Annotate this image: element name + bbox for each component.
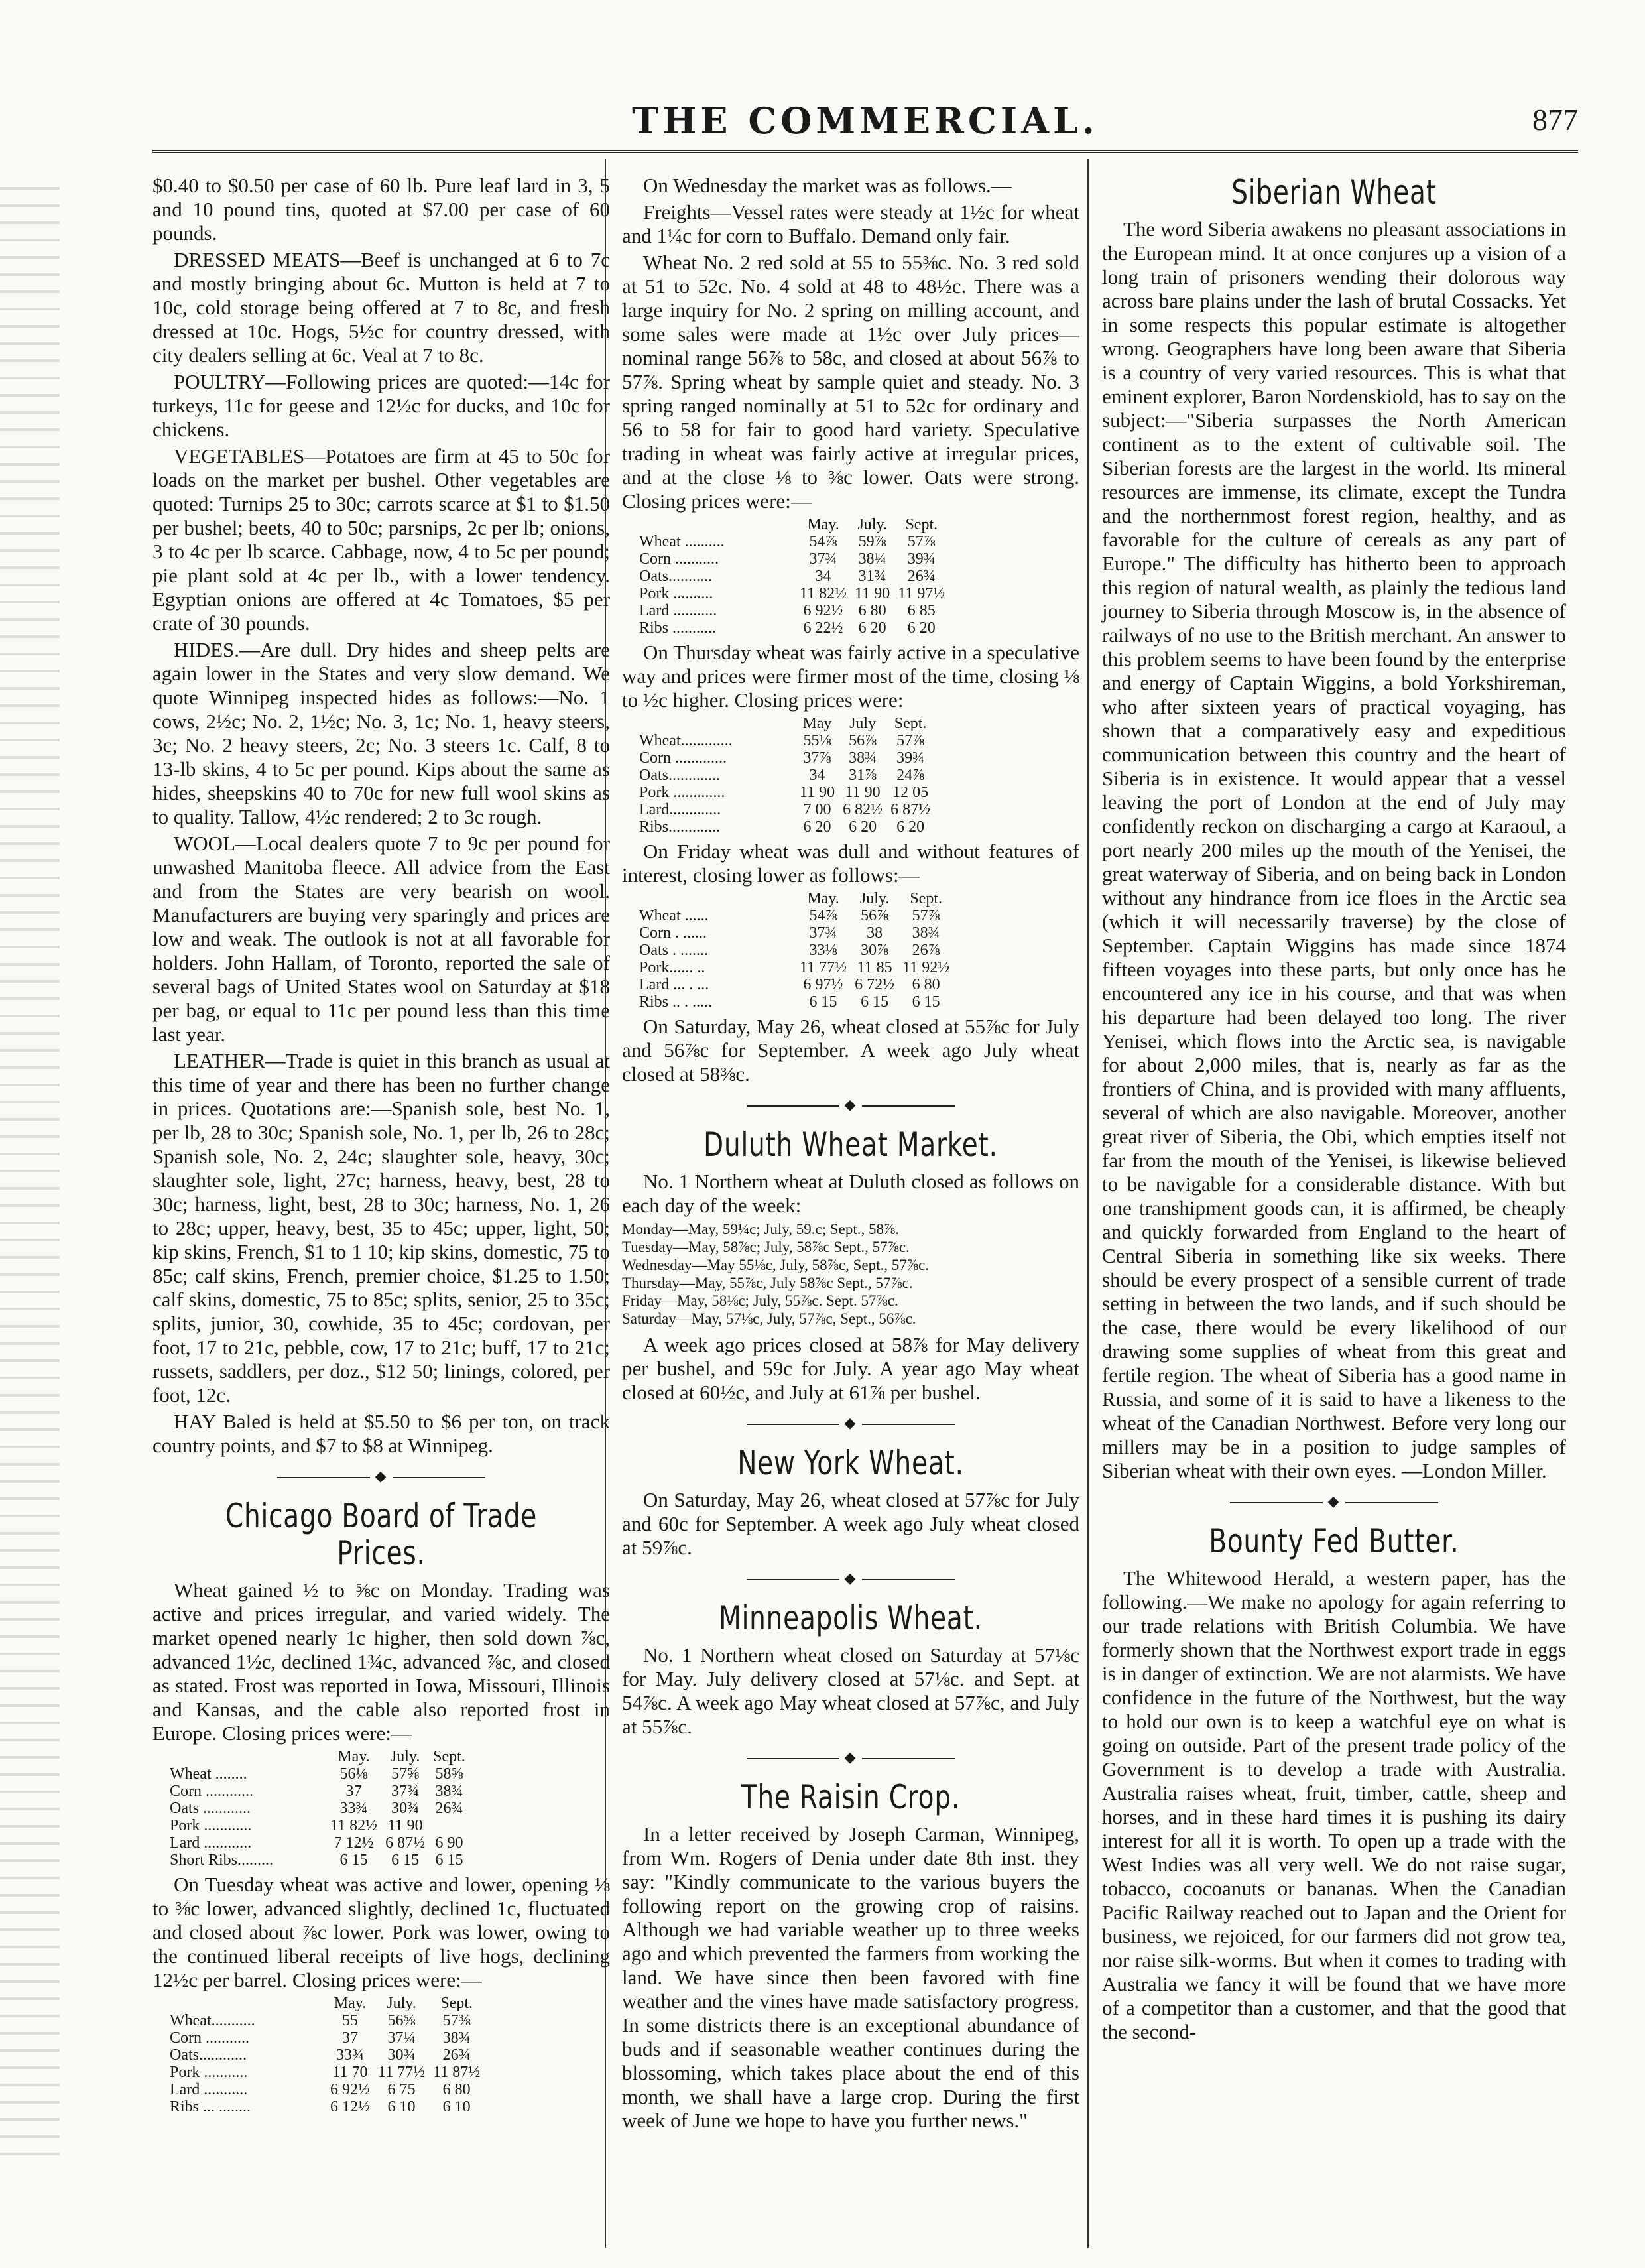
paragraph-thursday: On Thursday wheat was fairly active in a speculative way and prices were firmer most of the time, closing ⅛ to ½c higher. Closing prices were: bbox=[622, 641, 1079, 712]
list-item: Thursday—May, 55⅞c, July 58⅞c Sept., 57⅞c. bbox=[622, 1275, 913, 1291]
table-row: Wheat........... 55 56⅝ 57⅜ bbox=[170, 2012, 471, 2029]
separator: ◆ bbox=[622, 1411, 1079, 1435]
table-row: Lard ............ 7 12½ 6 87½ 6 90 bbox=[170, 1834, 463, 1852]
heading-chicago: Chicago Board of Trade Prices. bbox=[225, 1497, 538, 1572]
table-row: Oats............. 34 31⅞ 24⅞ bbox=[639, 767, 925, 784]
table-row: Ribs ... ........ 6 12½ 6 10 6 10 bbox=[170, 2098, 471, 2115]
table-row: Pork...... .. 11 77½ 11 85 11 92½ bbox=[639, 959, 950, 976]
newspaper-title: THE COMMERCIAL. bbox=[632, 99, 1099, 142]
scan-margin bbox=[0, 172, 60, 2162]
table-row: Oats........... 34 31¾ 26¾ bbox=[639, 568, 936, 585]
price-table-friday: May. July. Sept. Wheat ...... 54⅞ 56⅞ 57⅞ Corn . ...... 37¾ 38 38¾ Oats . ....... 33⅛ 30⅞ 26⅞ Pork...... .. 11 77½ 11 85 11 92½ Lard ... . ... 6 97½ 6 72½ 6 80 Ribs .. . ..... 6 15 6 15 6 15 bbox=[635, 890, 953, 1011]
paragraph-freights: Freights—Vessel rates were steady at 1½c for wheat and 1¼c for corn to Buffalo. Demand only fair. bbox=[622, 200, 1079, 247]
paragraph-monday: Wheat gained ½ to ⅝c on Monday. Trading was active and prices irregular, and varied widely. The market opened nearly 1c higher, then sold down ⅞c, advanced 1½c, declined 1¾c, advanced ⅞c, and closed as stated. Frost was reported in Iowa, Missouri, Illinois and Kansas, and the cable also reported frost in Europe. Closing prices were:— bbox=[152, 1578, 610, 1745]
paragraph-raisin: In a letter received by Joseph Carman, Winnipeg, from Wm. Rogers of Denia under date 8th inst. they say: "Kindly communicate to the various buyers the following report on the growing crop of raisins. Although we had variable weather up to three weeks ago and which prevented the farmers from working the land. We have since then been favored with fine weather and the vines have made satisfactory progress. In some districts there is an exceptional abundance of buds and if seasonable weather continues during the blossoming, which takes place about the end of this month, we shall have a large crop. During the first week of June we hope to have you further news." bbox=[622, 1822, 1079, 2132]
paragraph-hay: HAY Baled is held at $5.50 to $6 per ton, on track country points, and $7 to $8 at Winnipeg. bbox=[152, 1410, 610, 1457]
heading-siberian: Siberian Wheat bbox=[1231, 173, 1437, 212]
separator: ◆ bbox=[1102, 1489, 1566, 1513]
separator: ◆ bbox=[622, 1093, 1079, 1117]
table-row: Corn ........... 37¾ 38¼ 39¾ bbox=[639, 550, 936, 568]
page-number: 877 bbox=[1532, 103, 1578, 137]
paragraph-butter: The Whitewood Herald, a western paper, has the following.—We make no apology for again referring to our trade relations with British Columbia. We have formerly shown that the Northwest export trade in eggs is in danger of extinction. We are not alarmists. We have confidence in the future of the Northwest, but the way to hold our own is to keep a watchful eye on what is going on outside. Part of the present trade policy of the Government is to develop a trade with Australia. Australia raises wheat, fruit, timber, cattle, sheep and horses, and in these hard times it is pushing its dairy interest for all it is worth. To open up a trade with the West Indies was all very well. We do not raise sugar, tobacco, cocoanuts or bananas. When the Canadian Pacific Railway reached out to Japan and the Orient for business, we rejoiced, for our farmers did not grow tea, nor raise silk-worms. But when it comes to trading with Australia we fancy it will be found that we have more of a competitor than a customer, and that the good that the second- bbox=[1102, 1566, 1566, 2043]
duluth-daily-list bbox=[622, 1220, 1079, 1328]
price-table-thursday: May July Sept. Wheat............. 55⅛ 56⅞ 57⅞ Corn ............. 37⅞ 38¾ 39¾ Oats............. 34 31⅞ 24⅞ Pork ............. 11 90 11 90 12 05 Lard............. 7 00 6 82½ 6 87½ Ribs............. 6 20 6 20 6 20 bbox=[635, 715, 934, 836]
heading-minneapolis: Minneapolis Wheat. bbox=[719, 1599, 983, 1637]
price-table-wednesday: May. July. Sept. Wheat .......... 54⅞ 59⅞ 57⅞ Corn ........... 37¾ 38¼ 39¾ Oats........... 34 31¾ 26¾ Pork .......... 11 82½ 11 90 11 97½ Lard ........... 6 92½ 6 80 6 85 Ribs ........... 6 22½ 6 20 6 20 bbox=[635, 516, 949, 637]
list-item: Saturday—May, 57⅛c, July, 57⅞c, Sept., 56⅞c. bbox=[622, 1310, 916, 1327]
masthead bbox=[152, 99, 1578, 146]
paragraph-dressed-meats: DRESSED MEATS—Beef is unchanged at 6 to 7c and mostly bringing about 6c. Mutton is held at 7 to 10c, cold storage being offered at 7 to 8c, and fresh dressed at 10c. Hogs, 5½c for country dressed, with city dealers selling at 6c. Veal at 7 to 8c. bbox=[152, 248, 610, 367]
table-row: Short Ribs......... 6 15 6 15 6 15 bbox=[170, 1852, 463, 1869]
table-row: Pork ............. 11 90 11 90 12 05 bbox=[639, 784, 929, 801]
separator: ◆ bbox=[152, 1464, 610, 1488]
paragraph-minneapolis: No. 1 Northern wheat closed on Saturday at 57⅛c for May. July delivery closed at 57⅛c. and Sept. at 54⅞c. A week ago May wheat closed at 57⅞c, and July at 55⅞c. bbox=[622, 1643, 1079, 1738]
column-2 bbox=[622, 174, 1079, 2135]
paragraph-tuesday: On Tuesday wheat was active and lower, opening ⅛ to ⅜c lower, advanced slightly, declined 1c, fluctuated and closed about ⅞c lower. Pork was lower, owing to the continued liberal receipts of live hogs, declining 12½c per barrel. Closing prices were:— bbox=[152, 1873, 610, 1991]
paragraph-wool: WOOL—Local dealers quote 7 to 9c per pound for unwashed Manitoba fleece. All advice from the East and from the States are very bearish on wool. Manufacturers are buying very sparingly and prices are low and weak. The outlook is not at all favorable for holders. John Hallam, of Toronto, reported the sale of several bags of United States wool on Saturday at $18 per bag, or equal to 11c per pound less than this time last year. bbox=[152, 832, 610, 1046]
paragraph-new-york: On Saturday, May 26, wheat closed at 57⅞c for July and 60c for September. A week ago July wheat closed at 59⅞c. bbox=[622, 1488, 1079, 1559]
paragraph: $0.40 to $0.50 per case of 60 lb. Pure leaf lard in 3, 5 and 10 pound tins, quoted at $7.00 per case of 60 pounds. bbox=[152, 174, 610, 245]
table-row: Lard ........... 6 92½ 6 75 6 80 bbox=[170, 2081, 471, 2098]
table-row: Oats............ 33¾ 30¾ 26¾ bbox=[170, 2047, 471, 2064]
table-row: Lard ........... 6 92½ 6 80 6 85 bbox=[639, 602, 936, 619]
column-1 bbox=[152, 174, 610, 2119]
paragraph-duluth: No. 1 Northern wheat at Duluth closed as follows on each day of the week: bbox=[622, 1170, 1079, 1217]
separator: ◆ bbox=[622, 1566, 1079, 1590]
paragraph-wednesday: On Wednesday the market was as follows.— bbox=[643, 174, 1012, 197]
heading-butter: Bounty Fed Butter. bbox=[1209, 1522, 1459, 1560]
table-row: Oats . ....... 33⅛ 30⅞ 26⅞ bbox=[639, 942, 940, 959]
heading-duluth: Duluth Wheat Market. bbox=[703, 1125, 998, 1164]
column-rule-2 bbox=[1087, 159, 1089, 2248]
table-row: Oats ............ 33¾ 30¾ 26¾ bbox=[170, 1800, 463, 1817]
table-row: Pork ............ 11 82½ 11 90 bbox=[170, 1817, 423, 1834]
paragraph-vegetables: VEGETABLES—Potatoes are firm at 45 to 50c for loads on the market per bushel. Other vegetables are quoted: Turnips 25 to 30c; carrots scarce at $1 to $1.50 per bushel; beets, 40 to 50c; parsnips, 2c per lb; onions, 3 to 4c per lb scarce. Cabbage, now, 4 to 5c per pound; pie plant sold at 4c per lb., with a lower tendency. Egyptian onions are offered at 4c Tomatoes, $5 per crate of 30 pounds. bbox=[152, 444, 610, 635]
paragraph-poultry: POULTRY—Following prices are quoted:—14c for turkeys, 11c for geese and 12½c for ducks, and 10c for chickens. bbox=[152, 370, 610, 441]
table-row: Pork ........... 11 70 11 77½ 11 87½ bbox=[170, 2064, 481, 2081]
paragraph-wheat: Wheat No. 2 red sold at 55 to 55⅜c. No. 3 red sold at 51 to 52c. No. 4 sold at 48 to 48½c. There was a large inquiry for No. 2 spring on milling account, and some sales were made at 1½c over July prices—nominal range 56⅞ to 58c, and closed at about 56⅞ to 57⅞. Spring wheat by sample quiet and steady. No. 3 spring ranged nominally at 51 to 52c for ordinary and 56 to 58 for fair to good hard variety. Speculative trading in wheat was fairly active at irregular prices, and at the close ⅛ to ⅜c lower. Oats were strong. Closing prices were:— bbox=[622, 251, 1079, 513]
paragraph-leather: LEATHER—Trade is quiet in this branch as usual at this time of year and there has been no further change in prices. Quotations are:—Spanish sole, best No. 1, per lb, 28 to 30c; Spanish sole, No. 1, per lb, 26 to 28c; Spanish sole, No. 2, 24c; slaughter sole, heavy, 30c; slaughter sole, light, 27c; harness, heavy, best, 28 to 30c; harness, light, best, 28 to 30c; harness, No. 1, 26 to 28c; upper, heavy, best, 35 to 45c; upper, light, 50; kip skins, French, $1 to 1 10; kip skins, domestic, 75 to 85c; calf skins, French, premier choice, $1.25 to 1.50; calf skins, domestic, 75 to 85c; splits, senior, 25 to 35c; splits, junior, 30, cowhide, 35 to 45c; cordovan, per foot, 17 to 21c, pebble, cow, 17 to 21c; buff, 17 to 21c; russets, saddlers, per doz., $12 50; linings, colored, per foot, 12c. bbox=[152, 1049, 610, 1407]
table-row: Ribs .. . ..... 6 15 6 15 6 15 bbox=[639, 993, 940, 1011]
table-row: Wheat .......... 54⅞ 59⅞ 57⅞ bbox=[639, 533, 936, 550]
price-table-tuesday: May. July. Sept. Wheat........... 55 56⅝ 57⅜ Corn ........... 37 37¼ 38¾ Oats............ 33¾ 30¾ 26¾ Pork ........... 11 70 11 77½ 11 87½ Lard ........... 6 92½ 6 75 6 80 Ribs ... ........ 6 12½ 6 10 6 10 bbox=[166, 1995, 484, 2115]
paragraph-siberian: The word Siberia awakens no pleasant associations in the European mind. It at once conjures up a vision of a long train of prisoners wending their dolorous way across bare plains under the lash of brutal Cossacks. Yet in some respects this popular estimate is altogether wrong. Geographers have long been aware that Siberia is a country of very varied resources. This is what that eminent explorer, Baron Nordenskiold, has to say on the subject:—"Siberia surpasses the North American continent as to the extent of cultivable soil. The Siberian forests are the largest in the world. Its mineral resources are immense, its climate, except the Tundra and the northernmost forest region, healthy, and as favorable for the culture of cereals as any part of Europe." The difficulty has hitherto been to approach this region of natural wealth, as plainly the tedious land journey to Siberia through Moscow is, in the absence of railways of no use to the British merchant. An answer to this problem seems to have been found by the enterprise and energy of Captain Wiggins, a bold Yorkshireman, who after sixteen years of practical voyaging, has shown that a comparatively easy and expeditious communication between this country and the heart of Siberia is in existence. It would appear that a vessel leaving the port of London at the end of July may confidently reckon on discharging a cargo at Karaoul, a port nearly 200 miles up the mouth of the Yenisei, the great waterway of Siberia, and on being back in London without any hindrance from ice floes in the Arctic sea (which it will necessarily traverse) by the close of September. Captain Wiggins has made since 1874 fifteen voyages into these parts, but only once has he encountered any ice in his course, and that was when his departure had been delayed too long. The river Yenisei, which flows into the Arctic sea, is navigable for about 2,000 miles, that is, nearly as far as the frontiers of China, and is provided with many affluents, several of which are also navigable. Moreover, another great river of Siberia, the Obi, which empties itself not far from the mouth of the Yenisei, is likewise believed to be navigable for a considerable distance. With but one transhipment goods can, it is affirmed, be cheaply and quickly forwarded from England to the heart of Central Siberia in something like six weeks. There should be every prospect of a sensible current of trade setting in between the two lands, and if such should be the case, there would be every likelihood of our drawing some supplies of wheat from this great and fertile region. The wheat of Siberia has a good name in Russia, and some of it is said to have a likeness to the wheat of the Canadian Northwest. Before very long our millers may be in a position to judge samples of Siberian wheat with their own eyes. —London Miller. bbox=[1102, 218, 1566, 1482]
table-row: Ribs............. 6 20 6 20 6 20 bbox=[639, 818, 925, 836]
paragraph-hides: HIDES.—Are dull. Dry hides and sheep pelts are again lower in the States and very slow demand. We quote Winnipeg inspected hides as follows:—No. 1 cows, 2½c; No. 2, 1½c; No. 3, 1c; No. 1, heavy steers, 3c; No. 2 heavy steers, 2c; No. 3 steers 1c. Calf, 8 to 13-lb skins, 4 to 5c per pound. Kips about the same as hides, sheepskins 40 to 70c for new full wool skins as to quality. Tallow, 4½c rendered; 2 to 3c rough. bbox=[152, 638, 610, 828]
column-3 bbox=[1102, 174, 1566, 2047]
table-row: Wheat............. 55⅛ 56⅞ 57⅞ bbox=[639, 732, 925, 749]
table-row: Corn . ...... 37¾ 38 38¾ bbox=[639, 924, 940, 942]
table-row: Ribs ........... 6 22½ 6 20 6 20 bbox=[639, 619, 936, 637]
list-item: Friday—May, 58⅛c; July, 55⅞c. Sept. 57⅞c. bbox=[622, 1292, 898, 1309]
list-item: Monday—May, 59¼c; July, 59.c; Sept., 58⅞. bbox=[622, 1221, 900, 1237]
list-item: Wednesday—May 55⅛c, July, 58⅞c, Sept., 57⅞c. bbox=[622, 1257, 929, 1273]
table-row: Lard ... . ... 6 97½ 6 72½ 6 80 bbox=[639, 976, 940, 993]
table-row: Pork .......... 11 82½ 11 90 11 97½ bbox=[639, 585, 945, 602]
paragraph-friday: On Friday wheat was dull and without features of interest, closing lower as follows:— bbox=[622, 840, 1079, 887]
price-table-monday: May. July. Sept. Wheat ........ 56⅛ 57⅝ 58⅝ Corn ............ 37 37¾ 38¾ Oats ............ 33¾ 30¾ 26¾ Pork ............ 11 82½ 11 90 Lard ............ 7 12½ 6 87½ 6 90 Short Ribs......... 6 15 6 15 6 15 bbox=[166, 1748, 469, 1869]
table-row: Wheat ........ 56⅛ 57⅝ 58⅝ bbox=[170, 1765, 463, 1783]
table-row: Corn ........... 37 37¼ 38¾ bbox=[170, 2029, 471, 2047]
table-row: Wheat ...... 54⅞ 56⅞ 57⅞ bbox=[639, 907, 940, 924]
heading-new-york: New York Wheat. bbox=[737, 1444, 964, 1482]
list-item: Tuesday—May, 58⅞c; July, 58⅞c Sept., 57⅞c. bbox=[622, 1239, 910, 1255]
paragraph-duluth-week-ago: A week ago prices closed at 58⅞ for May delivery per bushel, and 59c for July. A year ago May wheat closed at 60½c, and July at 61⅞ per bushel. bbox=[622, 1333, 1079, 1404]
masthead-rule bbox=[152, 150, 1578, 153]
paragraph-saturday: On Saturday, May 26, wheat closed at 55⅞c for July and 56⅞c for September. A week ago July wheat closed at 58⅜c. bbox=[622, 1015, 1079, 1086]
heading-raisin: The Raisin Crop. bbox=[741, 1778, 961, 1816]
separator: ◆ bbox=[622, 1745, 1079, 1769]
table-row: Lard............. 7 00 6 82½ 6 87½ bbox=[639, 801, 931, 818]
table-row: Corn ............ 37 37¾ 38¾ bbox=[170, 1783, 463, 1800]
table-row: Corn ............. 37⅞ 38¾ 39¾ bbox=[639, 749, 925, 767]
